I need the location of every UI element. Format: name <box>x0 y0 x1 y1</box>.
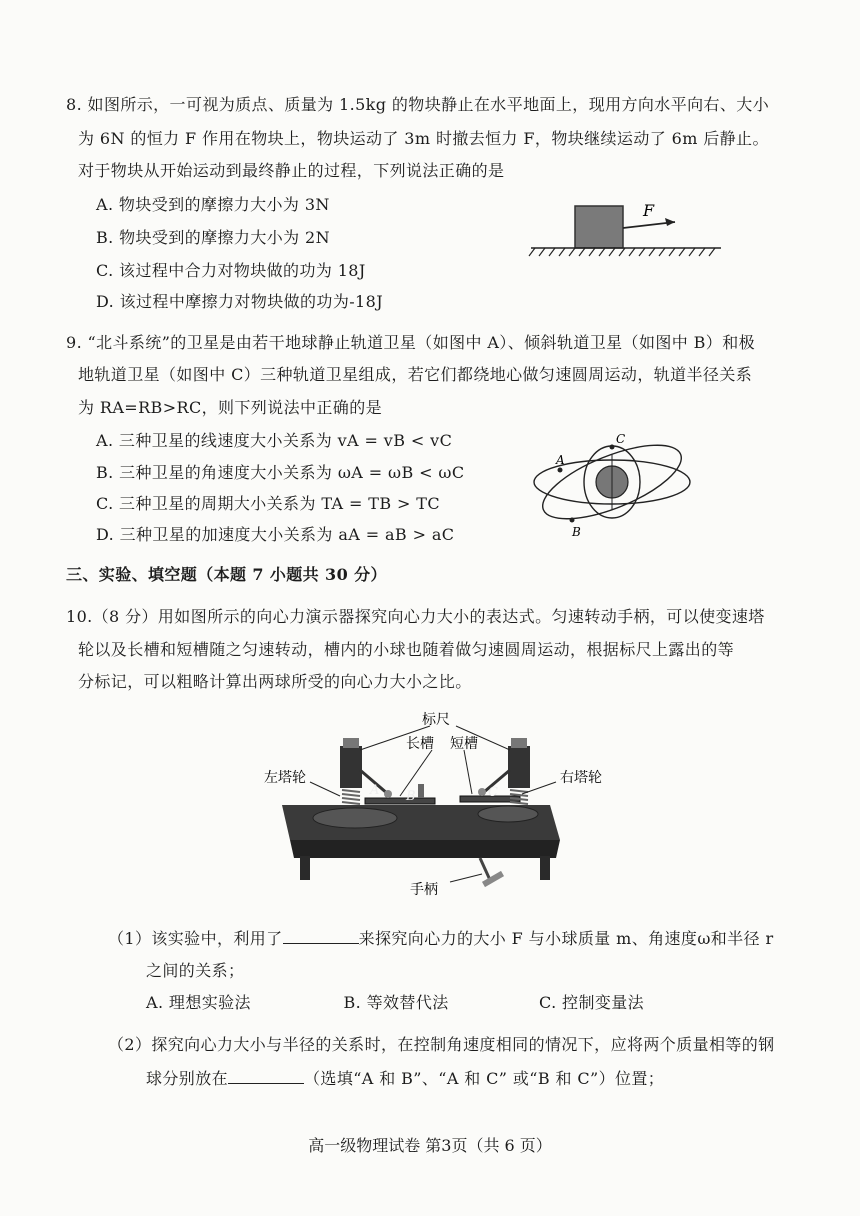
force-label: F <box>643 201 655 220</box>
q9-option-d: D. 三种卫星的加速度大小关系为 aA = aB > aC <box>96 525 455 544</box>
q8-option-a: A. 物块受到的摩擦力大小为 3N <box>96 195 330 214</box>
label-c: C <box>488 785 498 800</box>
q10-sub1-post: 来探究向心力的大小 F 与小球质量 m、角速度ω和半径 r <box>358 929 774 948</box>
right-column-cap <box>511 738 527 748</box>
q10-sub1-line1 <box>108 926 774 949</box>
ground-hatch <box>529 248 715 256</box>
post-b <box>418 784 424 798</box>
ball-c <box>478 788 486 796</box>
label-a: A <box>370 783 380 798</box>
ball-a <box>384 790 392 798</box>
q10-line3: 分标记，可以粗略计算出两球所受的向心力大小之比。 <box>78 672 472 691</box>
satellite-c <box>610 445 615 450</box>
q10-sub2-pre: 球分别放在 <box>146 1069 229 1088</box>
label-c: C <box>616 432 626 446</box>
q10-sub1-option-b: B. 等效替代法 <box>343 993 449 1012</box>
left-spring <box>342 790 360 804</box>
q8-option-c: C. 该过程中合力对物块做的功为 18J <box>96 261 366 280</box>
right-column <box>508 746 530 788</box>
q9-option-c: C. 三种卫星的周期大小关系为 TA = TB > TC <box>96 494 440 513</box>
label-b: B <box>572 525 581 539</box>
q9-option-b: B. 三种卫星的角速度大小关系为 ωA = ωB < ωC <box>96 463 465 482</box>
q10-sub1-blank[interactable] <box>283 929 359 944</box>
q10-figure-centripetal-apparatus <box>260 710 620 910</box>
handle-grip <box>482 871 504 887</box>
block-shape <box>575 206 623 248</box>
q8-line2: 为 6N 的恒力 F 作用在物块上，物块运动了 3m 时撤去恒力 F，物块继续运动了 6m 后静止。 <box>78 129 769 148</box>
q8-option-d: D. 该过程中摩擦力对物块做的功为-18J <box>96 292 384 311</box>
satellite-b <box>570 518 575 523</box>
q9-option-a: A. 三种卫星的线速度大小关系为 vA = vB < vC <box>96 431 453 450</box>
label-handle: 手柄 <box>410 882 438 898</box>
q9-line1: 9. “北斗系统”的卫星是由若干地球静止轨道卫星（如图中 A）、倾斜轨道卫星（如图中 B）和极 <box>66 333 755 352</box>
q8-line3: 对于物块从开始运动到最终静止的过程，下列说法正确的是 <box>78 161 505 180</box>
leg-left <box>300 856 310 880</box>
q10-sub2-post: （选填“A 和 B”、“A 和 C” 或“B 和 C”）位置； <box>304 1069 665 1088</box>
label-a: A <box>556 453 565 467</box>
q10-sub1-line2: 之间的关系； <box>146 961 245 980</box>
q10-sub1-option-c: C. 控制变量法 <box>539 993 645 1012</box>
q9-line2: 地轨道卫星（如图中 C）三种轨道卫星组成，若它们都绕地心做匀速圆周运动，轨道半径关系 <box>78 365 753 384</box>
q10-sub1-options <box>146 990 644 1013</box>
handle-shaft <box>480 858 490 880</box>
leg-right <box>540 856 550 880</box>
long-groove-shape <box>365 798 435 804</box>
q10-sub1-pre: （1）该实验中，利用了 <box>108 929 283 948</box>
q8-line1: 8. 如图所示，一可视为质点、质量为 1.5kg 的物块静止在水平地面上，现用方向水平向右、大小 <box>66 95 770 114</box>
left-column-cap <box>343 738 359 748</box>
q9-line3: 为 RA=RB>RC，则下列说法中正确的是 <box>78 398 382 417</box>
q8-option-b: B. 物块受到的摩擦力大小为 2N <box>96 228 330 247</box>
q10-sub2-blank[interactable] <box>228 1069 304 1084</box>
q8-figure-block-on-ground <box>525 198 725 266</box>
q10-sub1-option-a: A. 理想实验法 <box>146 993 251 1012</box>
label-ruler: 标尺 <box>422 712 450 728</box>
right-wheel-shape <box>478 806 538 822</box>
q10-sub2-line1: （2）探究向心力大小与半径的关系时，在控制角速度相同的情况下，应将两个质量相等的钢 <box>108 1035 775 1054</box>
q10-sub2-line2 <box>146 1066 664 1089</box>
q10-line1: 10.（8 分）用如图所示的向心力演示器探究向心力大小的表达式。匀速转动手柄，可以使变速塔 <box>66 607 765 626</box>
label-short-groove: 短槽 <box>450 736 478 752</box>
page-footer: 高一级物理试卷 第3页（共 6 页） <box>308 1136 552 1155</box>
force-arrow-head <box>665 218 675 226</box>
label-long-groove: 长槽 <box>406 736 434 752</box>
left-column <box>340 746 362 788</box>
section3-title: 三、实验、填空题（本题 7 小题共 30 分） <box>66 565 387 584</box>
label-left-wheel: 左塔轮 <box>264 770 306 786</box>
label-b: B <box>406 789 416 804</box>
q10-line2: 轮以及长槽和短槽随之匀速转动，槽内的小球也随着做匀速圆周运动，根据标尺上露出的等 <box>78 640 735 659</box>
q9-figure-satellite-orbits <box>530 430 695 540</box>
apparatus-base-front <box>290 840 560 858</box>
left-wheel-shape <box>313 808 397 828</box>
label-right-wheel: 右塔轮 <box>560 770 602 786</box>
satellite-a <box>558 468 563 473</box>
